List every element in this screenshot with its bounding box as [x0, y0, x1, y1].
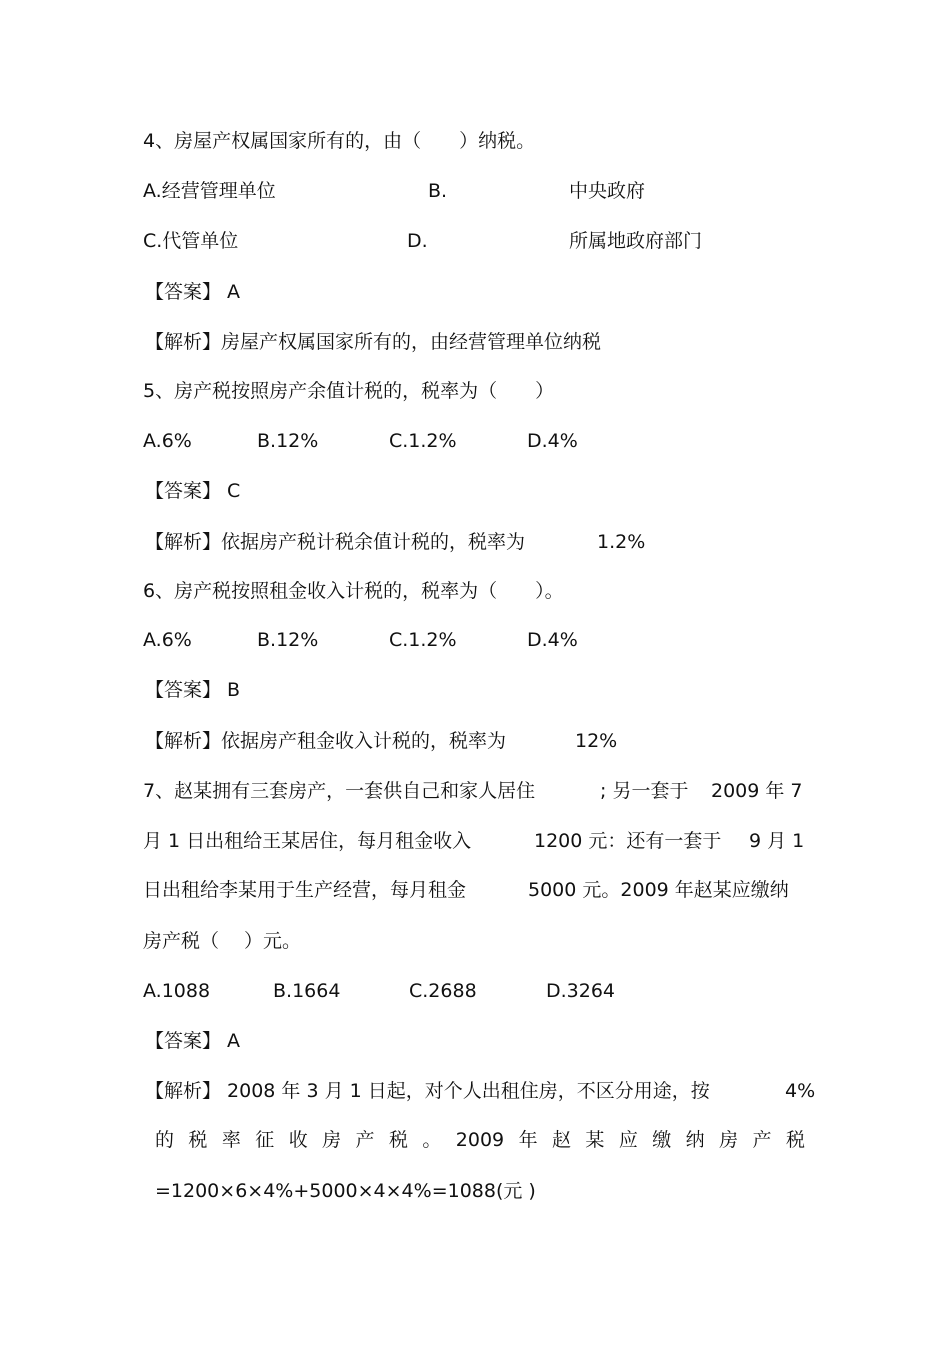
q4-option-b-letter: B.	[428, 180, 448, 202]
q7-analysis-line2-char: 征	[255, 1129, 275, 1151]
q7-analysis-line2-char: 房	[719, 1129, 739, 1151]
q6-option-d: D.4%	[527, 629, 578, 651]
q7-analysis-line2-char: 税	[188, 1129, 208, 1151]
q7-stem-line3-a: 日出租给李某用于生产经营，每月租金	[143, 879, 467, 901]
q7-stem-line1-b: ; 另一套于	[600, 780, 689, 802]
q4-stem: 4、房屋产权属国家所有的，由（ ）纳税。	[143, 130, 536, 152]
q7-stem-line2-c: 9 月 1	[749, 830, 805, 852]
q7-stem-line3-b: 5000 元。2009 年赵某应缴纳	[528, 879, 789, 901]
q7-stem-line1-c: 2009 年 7	[711, 780, 803, 802]
q7-analysis-rate: 4%	[785, 1080, 816, 1102]
q5-option-d: D.4%	[527, 430, 578, 452]
q7-analysis-line2-char: 产	[355, 1129, 375, 1151]
q7-analysis-line2-char: 的	[155, 1129, 175, 1151]
q5-option-c: C.1.2%	[389, 430, 457, 452]
q4-option-a: A.经营管理单位	[143, 180, 276, 202]
q5-analysis: 【解析】依据房产税计税余值计税的，税率为	[145, 531, 526, 553]
q7-option-b: B.1664	[273, 980, 341, 1002]
q7-analysis-line2-char: 税	[388, 1129, 408, 1151]
q7-stem-line2-a: 月 1 日出租给王某居住，每月租金收入	[143, 830, 472, 852]
q6-option-b: B.12%	[257, 629, 319, 651]
q7-stem-line1-a: 7、赵某拥有三套房产，一套供自己和家人居住	[143, 780, 536, 802]
q7-analysis-line2-char: 收	[288, 1129, 308, 1151]
q7-analysis-line2-char: 税	[785, 1129, 805, 1151]
q7-option-c: C.2688	[409, 980, 477, 1002]
q7-stem-line2-b: 1200 元：还有一套于	[534, 830, 722, 852]
q7-analysis-line2	[155, 1127, 805, 1153]
q7-analysis-line2-char: 。	[422, 1129, 442, 1151]
q6-analysis: 【解析】依据房产租金收入计税的，税率为	[145, 730, 507, 752]
q7-analysis-line2-char: 2009	[455, 1129, 505, 1151]
q6-analysis-rate: 12%	[575, 730, 618, 752]
q7-analysis-line2-char: 房	[322, 1129, 342, 1151]
q7-analysis-line2-char: 年	[518, 1129, 538, 1151]
q7-option-a: A.1088	[143, 980, 211, 1002]
q7-analysis-line1: 【解析】 2008 年 3 月 1 日起，对个人出租住房，不区分用途，按	[145, 1080, 710, 1102]
q5-option-a: A.6%	[143, 430, 192, 452]
q6-answer: 【答案】 B	[145, 679, 241, 701]
q7-analysis-line2-char: 产	[752, 1129, 772, 1151]
q7-analysis-formula: =1200×6×4%+5000×4×4%=1088(元 )	[155, 1180, 536, 1202]
q7-answer: 【答案】 A	[145, 1030, 241, 1052]
q5-stem: 5、房产税按照房产余值计税的，税率为（ ）	[143, 380, 555, 402]
q5-option-b: B.12%	[257, 430, 319, 452]
q7-stem-line4: 房产税（ ）元。	[143, 930, 302, 952]
q7-analysis-line2-char: 率	[221, 1129, 241, 1151]
q4-answer: 【答案】 A	[145, 281, 241, 303]
q4-option-d-text: 所属地政府部门	[569, 230, 703, 252]
q6-stem: 6、房产税按照租金收入计税的，税率为（ ）。	[143, 580, 564, 602]
q5-analysis-rate: 1.2%	[597, 531, 646, 553]
q7-analysis-line2-char: 纳	[685, 1129, 705, 1151]
q6-option-a: A.6%	[143, 629, 192, 651]
q7-analysis-line2-char: 缴	[652, 1129, 672, 1151]
q4-option-d-letter: D.	[407, 230, 428, 252]
q7-option-d: D.3264	[546, 980, 616, 1002]
q7-analysis-line2-char: 赵	[551, 1129, 571, 1151]
q7-analysis-line2-char: 应	[618, 1129, 638, 1151]
q7-analysis-line2-char: 某	[585, 1129, 605, 1151]
q6-option-c: C.1.2%	[389, 629, 457, 651]
q4-option-b-text: 中央政府	[569, 180, 646, 202]
q5-answer: 【答案】 C	[145, 480, 241, 502]
q4-option-c: C.代管单位	[143, 230, 239, 252]
q4-analysis: 【解析】房屋产权属国家所有的，由经营管理单位纳税	[145, 331, 602, 353]
